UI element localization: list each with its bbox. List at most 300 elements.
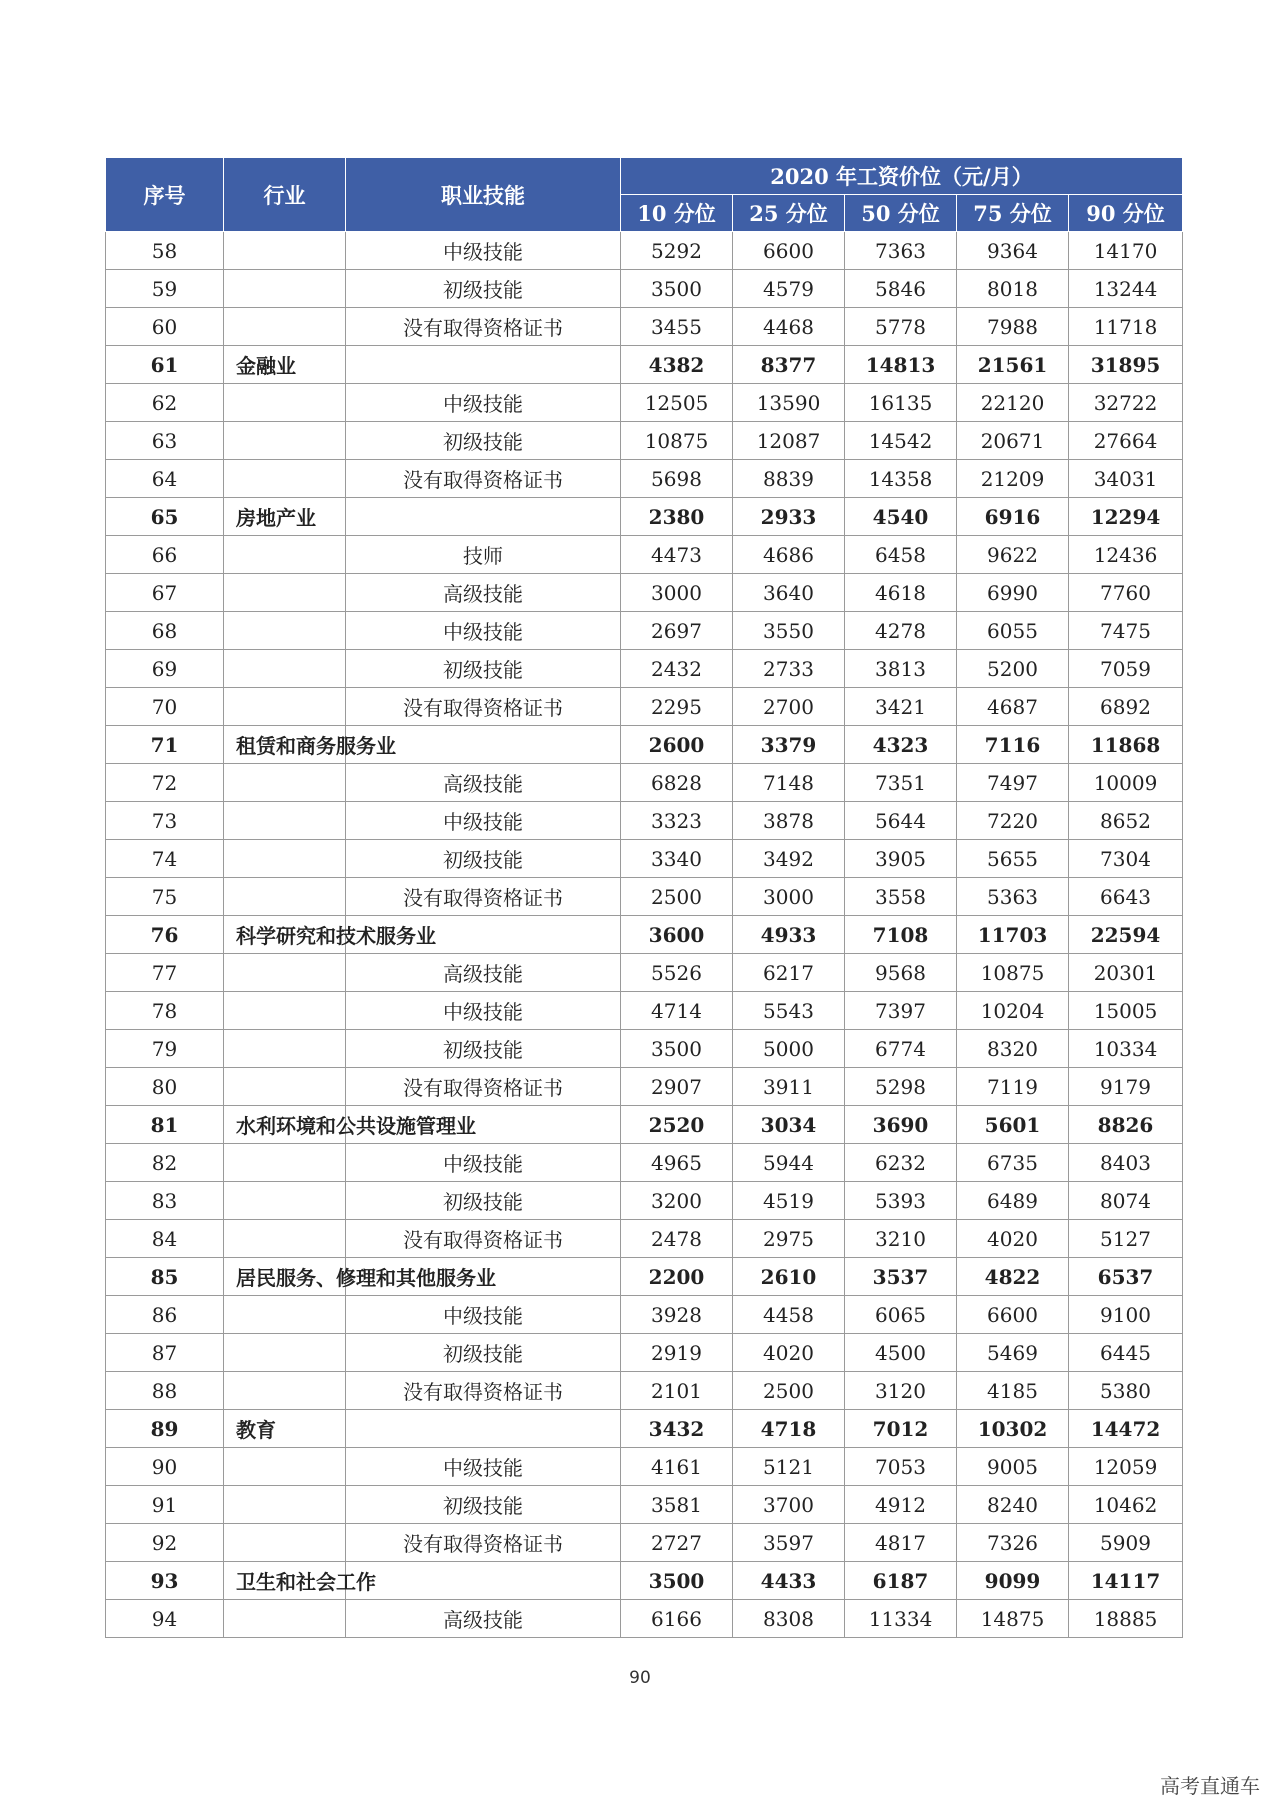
cell-p50: 3210 [845, 1220, 957, 1258]
table-row [106, 1144, 1183, 1182]
cell-p25: 6217 [733, 954, 845, 992]
cell-p50: 3537 [845, 1258, 957, 1296]
cell-index: 58 [106, 232, 224, 270]
cell-p90: 8403 [1069, 1144, 1183, 1182]
cell-index: 67 [106, 574, 224, 612]
cell-p50: 4500 [845, 1334, 957, 1372]
cell-p50: 5644 [845, 802, 957, 840]
cell-industry [224, 460, 346, 498]
cell-p25: 3700 [733, 1486, 845, 1524]
cell-p50: 4278 [845, 612, 957, 650]
table-row [106, 422, 1183, 460]
table-row [106, 992, 1183, 1030]
header-index: 序号 [106, 158, 224, 232]
cell-p50: 3813 [845, 650, 957, 688]
table-row [106, 232, 1183, 270]
cell-index: 70 [106, 688, 224, 726]
cell-p75: 9622 [957, 536, 1069, 574]
cell-skill: 初级技能 [346, 270, 621, 308]
cell-skill: 没有取得资格证书 [346, 460, 621, 498]
cell-industry: 科学研究和技术服务业 [224, 916, 346, 954]
cell-skill: 中级技能 [346, 232, 621, 270]
industry-summary-row [106, 1258, 1183, 1296]
cell-industry [224, 954, 346, 992]
cell-p90: 8652 [1069, 802, 1183, 840]
table-row [106, 1220, 1183, 1258]
cell-skill: 高级技能 [346, 1600, 621, 1638]
cell-index: 78 [106, 992, 224, 1030]
cell-index: 61 [106, 346, 224, 384]
cell-industry [224, 1182, 346, 1220]
cell-skill: 初级技能 [346, 1486, 621, 1524]
table-row [106, 764, 1183, 802]
cell-p10: 3432 [621, 1410, 733, 1448]
cell-skill [346, 1562, 621, 1600]
cell-p90: 5380 [1069, 1372, 1183, 1410]
cell-p90: 12436 [1069, 536, 1183, 574]
cell-p75: 7988 [957, 308, 1069, 346]
cell-index: 68 [106, 612, 224, 650]
cell-p75: 20671 [957, 422, 1069, 460]
cell-p90: 14472 [1069, 1410, 1183, 1448]
table-row [106, 954, 1183, 992]
cell-index: 75 [106, 878, 224, 916]
cell-p50: 6065 [845, 1296, 957, 1334]
table-row [106, 460, 1183, 498]
cell-p50: 3690 [845, 1106, 957, 1144]
cell-p90: 10334 [1069, 1030, 1183, 1068]
cell-p10: 4473 [621, 536, 733, 574]
cell-index: 73 [106, 802, 224, 840]
cell-p90: 20301 [1069, 954, 1183, 992]
cell-p90: 8074 [1069, 1182, 1183, 1220]
cell-p25: 3911 [733, 1068, 845, 1106]
cell-p25: 3379 [733, 726, 845, 764]
cell-p25: 2933 [733, 498, 845, 536]
cell-p90: 6445 [1069, 1334, 1183, 1372]
cell-index: 72 [106, 764, 224, 802]
cell-p50: 4817 [845, 1524, 957, 1562]
cell-p25: 5944 [733, 1144, 845, 1182]
cell-p90: 10009 [1069, 764, 1183, 802]
cell-p75: 9099 [957, 1562, 1069, 1600]
cell-p90: 12059 [1069, 1448, 1183, 1486]
cell-p50: 5778 [845, 308, 957, 346]
cell-p50: 16135 [845, 384, 957, 422]
cell-industry [224, 1220, 346, 1258]
cell-p50: 4912 [845, 1486, 957, 1524]
cell-p75: 10875 [957, 954, 1069, 992]
header-p90: 90 分位 [1069, 195, 1183, 232]
cell-skill: 没有取得资格证书 [346, 1372, 621, 1410]
cell-index: 76 [106, 916, 224, 954]
cell-p90: 6892 [1069, 688, 1183, 726]
cell-p25: 3034 [733, 1106, 845, 1144]
cell-industry [224, 1448, 346, 1486]
cell-p50: 5298 [845, 1068, 957, 1106]
cell-p25: 8377 [733, 346, 845, 384]
cell-p50: 7351 [845, 764, 957, 802]
cell-p50: 4323 [845, 726, 957, 764]
cell-p90: 34031 [1069, 460, 1183, 498]
cell-industry [224, 992, 346, 1030]
table-row [106, 1372, 1183, 1410]
cell-skill: 初级技能 [346, 1182, 621, 1220]
cell-p25: 4686 [733, 536, 845, 574]
cell-skill: 中级技能 [346, 612, 621, 650]
cell-p75: 6990 [957, 574, 1069, 612]
cell-industry [224, 384, 346, 422]
cell-index: 94 [106, 1600, 224, 1638]
cell-industry [224, 688, 346, 726]
cell-p75: 11703 [957, 916, 1069, 954]
cell-p75: 7220 [957, 802, 1069, 840]
table-row [106, 612, 1183, 650]
table-row [106, 878, 1183, 916]
cell-p75: 6735 [957, 1144, 1069, 1182]
cell-index: 71 [106, 726, 224, 764]
header-industry: 行业 [224, 158, 346, 232]
cell-industry: 金融业 [224, 346, 346, 384]
cell-p50: 3558 [845, 878, 957, 916]
cell-index: 80 [106, 1068, 224, 1106]
cell-p10: 2295 [621, 688, 733, 726]
table-header [106, 158, 1183, 232]
cell-p90: 11718 [1069, 308, 1183, 346]
cell-skill: 中级技能 [346, 992, 621, 1030]
cell-p90: 12294 [1069, 498, 1183, 536]
cell-index: 93 [106, 1562, 224, 1600]
cell-industry [224, 1372, 346, 1410]
cell-p75: 7326 [957, 1524, 1069, 1562]
industry-summary-row [106, 1410, 1183, 1448]
table-row [106, 1068, 1183, 1106]
cell-p75: 5655 [957, 840, 1069, 878]
cell-p75: 9364 [957, 232, 1069, 270]
cell-index: 82 [106, 1144, 224, 1182]
cell-p10: 4965 [621, 1144, 733, 1182]
cell-p75: 7119 [957, 1068, 1069, 1106]
cell-p10: 5698 [621, 460, 733, 498]
cell-p25: 2975 [733, 1220, 845, 1258]
cell-p50: 7053 [845, 1448, 957, 1486]
cell-p50: 14542 [845, 422, 957, 460]
header-skill: 职业技能 [346, 158, 621, 232]
cell-p25: 4468 [733, 308, 845, 346]
cell-p75: 4687 [957, 688, 1069, 726]
cell-p90: 5909 [1069, 1524, 1183, 1562]
cell-index: 74 [106, 840, 224, 878]
cell-p10: 3928 [621, 1296, 733, 1334]
cell-p10: 2500 [621, 878, 733, 916]
cell-p25: 6600 [733, 232, 845, 270]
cell-index: 85 [106, 1258, 224, 1296]
cell-p75: 14875 [957, 1600, 1069, 1638]
cell-skill: 初级技能 [346, 1030, 621, 1068]
cell-p25: 2610 [733, 1258, 845, 1296]
cell-skill: 高级技能 [346, 764, 621, 802]
cell-skill: 初级技能 [346, 840, 621, 878]
cell-p10: 6828 [621, 764, 733, 802]
cell-p50: 6458 [845, 536, 957, 574]
cell-industry [224, 1068, 346, 1106]
table-row [106, 1448, 1183, 1486]
cell-p75: 21209 [957, 460, 1069, 498]
cell-p75: 5200 [957, 650, 1069, 688]
cell-p90: 6537 [1069, 1258, 1183, 1296]
cell-p90: 7059 [1069, 650, 1183, 688]
cell-skill [346, 346, 621, 384]
table-row [106, 384, 1183, 422]
cell-skill: 没有取得资格证书 [346, 1524, 621, 1562]
cell-industry [224, 802, 346, 840]
cell-p50: 3421 [845, 688, 957, 726]
cell-industry: 房地产业 [224, 498, 346, 536]
cell-p75: 21561 [957, 346, 1069, 384]
cell-p75: 10302 [957, 1410, 1069, 1448]
watermark: 高考直通车 [1160, 1774, 1260, 1798]
table-row [106, 1486, 1183, 1524]
cell-p10: 6166 [621, 1600, 733, 1638]
cell-industry [224, 1524, 346, 1562]
cell-industry: 卫生和社会工作 [224, 1562, 346, 1600]
cell-index: 69 [106, 650, 224, 688]
cell-p25: 4519 [733, 1182, 845, 1220]
cell-skill: 中级技能 [346, 1144, 621, 1182]
cell-p50: 9568 [845, 954, 957, 992]
cell-p90: 7475 [1069, 612, 1183, 650]
cell-p75: 22120 [957, 384, 1069, 422]
cell-index: 83 [106, 1182, 224, 1220]
cell-p75: 6600 [957, 1296, 1069, 1334]
header-p10: 10 分位 [621, 195, 733, 232]
cell-p75: 6916 [957, 498, 1069, 536]
cell-p25: 2733 [733, 650, 845, 688]
cell-p10: 2432 [621, 650, 733, 688]
cell-p10: 3581 [621, 1486, 733, 1524]
cell-industry [224, 764, 346, 802]
page-number: 90 [629, 1668, 651, 1688]
table-row [106, 1600, 1183, 1638]
cell-p75: 5363 [957, 878, 1069, 916]
cell-p50: 4618 [845, 574, 957, 612]
cell-index: 60 [106, 308, 224, 346]
cell-skill: 没有取得资格证书 [346, 1068, 621, 1106]
cell-p90: 22594 [1069, 916, 1183, 954]
cell-p50: 14358 [845, 460, 957, 498]
cell-industry [224, 878, 346, 916]
cell-p75: 7497 [957, 764, 1069, 802]
cell-p10: 2697 [621, 612, 733, 650]
cell-p25: 3550 [733, 612, 845, 650]
cell-index: 59 [106, 270, 224, 308]
cell-p25: 2500 [733, 1372, 845, 1410]
cell-p50: 7363 [845, 232, 957, 270]
cell-p90: 7760 [1069, 574, 1183, 612]
cell-index: 90 [106, 1448, 224, 1486]
cell-skill: 中级技能 [346, 1448, 621, 1486]
cell-p10: 4714 [621, 992, 733, 1030]
cell-p50: 6187 [845, 1562, 957, 1600]
wage-table [105, 157, 1183, 1638]
cell-p25: 4020 [733, 1334, 845, 1372]
cell-p25: 5543 [733, 992, 845, 1030]
cell-p10: 2478 [621, 1220, 733, 1258]
table-row [106, 688, 1183, 726]
table-row [106, 308, 1183, 346]
cell-industry [224, 840, 346, 878]
cell-p25: 4579 [733, 270, 845, 308]
cell-skill: 初级技能 [346, 650, 621, 688]
table-row [106, 840, 1183, 878]
cell-p25: 7148 [733, 764, 845, 802]
cell-p10: 2101 [621, 1372, 733, 1410]
cell-p10: 3200 [621, 1182, 733, 1220]
cell-p90: 8826 [1069, 1106, 1183, 1144]
cell-p90: 31895 [1069, 346, 1183, 384]
cell-p10: 12505 [621, 384, 733, 422]
cell-p10: 3000 [621, 574, 733, 612]
cell-index: 62 [106, 384, 224, 422]
cell-industry [224, 422, 346, 460]
industry-summary-row [106, 1106, 1183, 1144]
cell-p50: 7108 [845, 916, 957, 954]
industry-summary-row [106, 346, 1183, 384]
industry-summary-row [106, 916, 1183, 954]
cell-p25: 3640 [733, 574, 845, 612]
cell-index: 81 [106, 1106, 224, 1144]
cell-skill: 中级技能 [346, 802, 621, 840]
cell-index: 79 [106, 1030, 224, 1068]
cell-skill: 没有取得资格证书 [346, 308, 621, 346]
cell-p75: 9005 [957, 1448, 1069, 1486]
cell-industry: 租赁和商务服务业 [224, 726, 346, 764]
header-p75: 75 分位 [957, 195, 1069, 232]
cell-p75: 4020 [957, 1220, 1069, 1258]
cell-p10: 2907 [621, 1068, 733, 1106]
table-row [106, 270, 1183, 308]
cell-p75: 8018 [957, 270, 1069, 308]
cell-index: 87 [106, 1334, 224, 1372]
cell-p25: 5121 [733, 1448, 845, 1486]
cell-p50: 14813 [845, 346, 957, 384]
cell-p90: 10462 [1069, 1486, 1183, 1524]
industry-summary-row [106, 1562, 1183, 1600]
table-row [106, 574, 1183, 612]
cell-index: 84 [106, 1220, 224, 1258]
cell-p25: 13590 [733, 384, 845, 422]
cell-p50: 3905 [845, 840, 957, 878]
cell-industry [224, 1296, 346, 1334]
header-p50: 50 分位 [845, 195, 957, 232]
industry-summary-row [106, 726, 1183, 764]
cell-p75: 6055 [957, 612, 1069, 650]
cell-p25: 3492 [733, 840, 845, 878]
cell-industry [224, 1600, 346, 1638]
cell-skill: 没有取得资格证书 [346, 878, 621, 916]
cell-index: 91 [106, 1486, 224, 1524]
cell-p10: 3500 [621, 1030, 733, 1068]
cell-industry: 水利环境和公共设施管理业 [224, 1106, 346, 1144]
cell-industry [224, 536, 346, 574]
cell-skill: 初级技能 [346, 422, 621, 460]
cell-industry [224, 308, 346, 346]
cell-index: 64 [106, 460, 224, 498]
table-row [106, 1334, 1183, 1372]
cell-p25: 4933 [733, 916, 845, 954]
cell-p90: 13244 [1069, 270, 1183, 308]
cell-skill: 高级技能 [346, 954, 621, 992]
industry-summary-row [106, 498, 1183, 536]
cell-p10: 5292 [621, 232, 733, 270]
cell-p90: 5127 [1069, 1220, 1183, 1258]
cell-index: 63 [106, 422, 224, 460]
cell-index: 86 [106, 1296, 224, 1334]
cell-industry [224, 270, 346, 308]
cell-p90: 6643 [1069, 878, 1183, 916]
cell-index: 66 [106, 536, 224, 574]
cell-p10: 3600 [621, 916, 733, 954]
cell-index: 77 [106, 954, 224, 992]
cell-p90: 9100 [1069, 1296, 1183, 1334]
cell-p10: 3340 [621, 840, 733, 878]
cell-p10: 3500 [621, 270, 733, 308]
cell-p25: 4433 [733, 1562, 845, 1600]
cell-p25: 2700 [733, 688, 845, 726]
cell-p90: 7304 [1069, 840, 1183, 878]
cell-p10: 2727 [621, 1524, 733, 1562]
cell-p10: 3455 [621, 308, 733, 346]
cell-industry [224, 1144, 346, 1182]
cell-p25: 4458 [733, 1296, 845, 1334]
cell-industry [224, 1030, 346, 1068]
cell-p75: 5601 [957, 1106, 1069, 1144]
cell-skill: 没有取得资格证书 [346, 1220, 621, 1258]
cell-p50: 6774 [845, 1030, 957, 1068]
cell-p75: 8240 [957, 1486, 1069, 1524]
cell-industry [224, 232, 346, 270]
cell-p10: 3323 [621, 802, 733, 840]
cell-p90: 14170 [1069, 232, 1183, 270]
cell-p10: 5526 [621, 954, 733, 992]
cell-p50: 7012 [845, 1410, 957, 1448]
cell-industry [224, 574, 346, 612]
cell-p90: 11868 [1069, 726, 1183, 764]
cell-p50: 6232 [845, 1144, 957, 1182]
cell-p90: 27664 [1069, 422, 1183, 460]
cell-p75: 10204 [957, 992, 1069, 1030]
cell-index: 92 [106, 1524, 224, 1562]
cell-p25: 5000 [733, 1030, 845, 1068]
cell-skill: 高级技能 [346, 574, 621, 612]
cell-p50: 11334 [845, 1600, 957, 1638]
table-row [106, 650, 1183, 688]
header-p25: 25 分位 [733, 195, 845, 232]
cell-p10: 2200 [621, 1258, 733, 1296]
cell-index: 65 [106, 498, 224, 536]
cell-p75: 4822 [957, 1258, 1069, 1296]
cell-industry: 教育 [224, 1410, 346, 1448]
cell-p10: 2600 [621, 726, 733, 764]
table-row [106, 1524, 1183, 1562]
cell-skill: 没有取得资格证书 [346, 688, 621, 726]
cell-p25: 8839 [733, 460, 845, 498]
cell-p90: 9179 [1069, 1068, 1183, 1106]
table-row [106, 536, 1183, 574]
table-row [106, 802, 1183, 840]
cell-skill: 中级技能 [346, 1296, 621, 1334]
cell-p10: 2919 [621, 1334, 733, 1372]
